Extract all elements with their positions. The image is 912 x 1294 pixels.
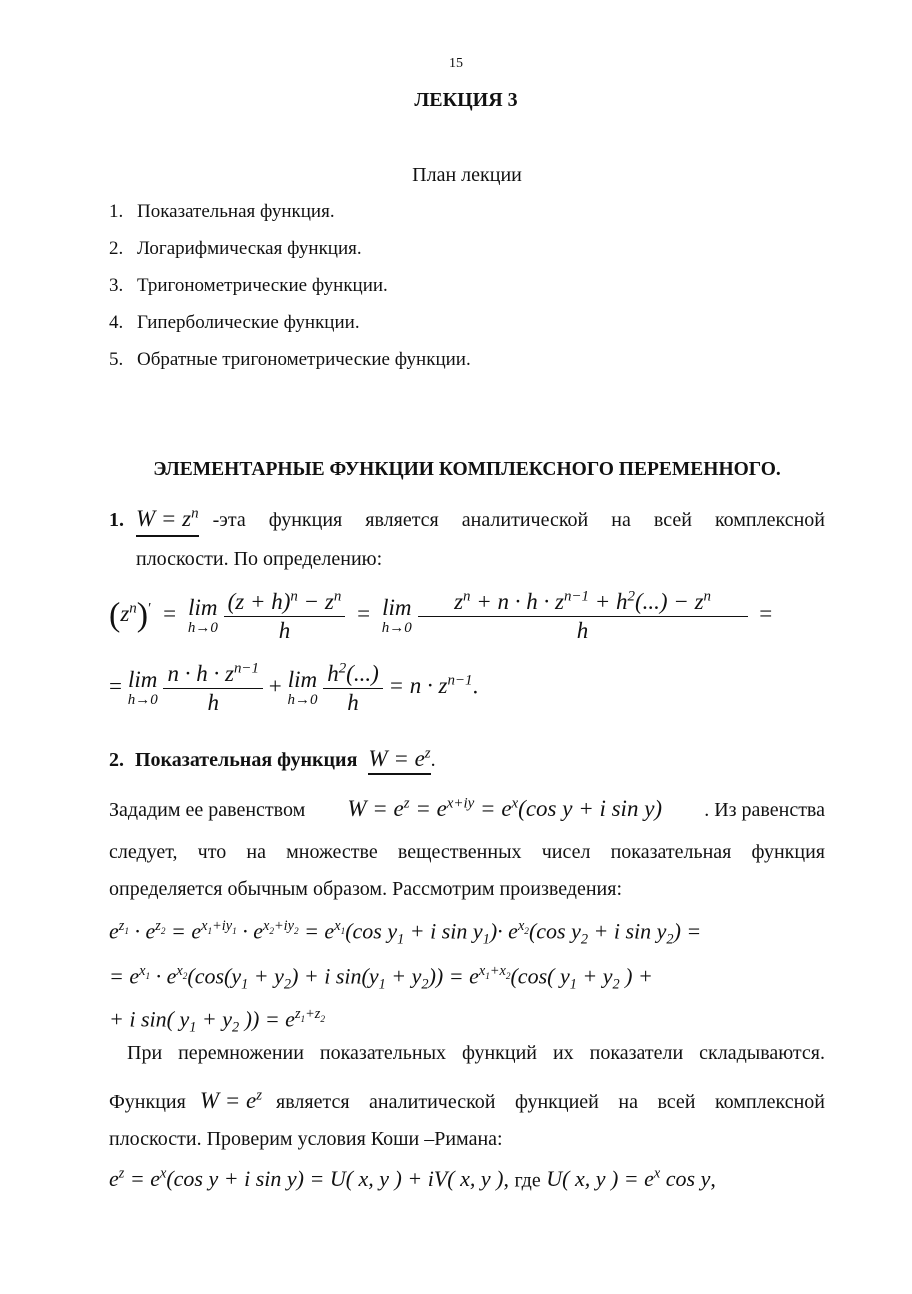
page-number: 15 (449, 56, 463, 71)
paragraph-2: следует, что на множестве вещественных чисел показательная функция (109, 841, 825, 863)
where-word: где (514, 1169, 541, 1192)
plan-item (109, 349, 471, 372)
section-heading: ЭЛЕМЕНТАРНЫЕ ФУНКЦИИ КОМПЛЕКСНОГО ПЕРЕМЕННОГО. (153, 459, 781, 480)
plan-item-text: Обратные тригонометрические функции. (137, 349, 471, 370)
p1-start: Зададим ее равенством (109, 799, 306, 821)
item1-number: 1. (109, 509, 124, 531)
plan-item (109, 238, 362, 261)
plan-item-text: Логарифмическая функция. (137, 238, 362, 259)
formula-derivative-1: $(z^n)' = \lim$ h→0 $\frac{(z + h)^n - z^n}{h}$ = lim h→0 $\frac{z^n + n \cdot h \cdot z^{n-1} + h^2(...) - z^n}{h}$ = (109, 588, 773, 643)
item2-number: 2. (109, 749, 124, 771)
plan-title: План лекции (412, 164, 522, 186)
item1-continuation: плоскости. По определению: (136, 548, 383, 570)
paragraph-5 (109, 1087, 825, 1115)
formula-w-ez-inline: $W = e^z$ (199, 1087, 263, 1113)
p1-end: . Из равенства (704, 799, 825, 821)
plan-item (109, 312, 360, 335)
item2-label: Показательная функция (135, 749, 358, 771)
paragraph-1 (109, 795, 825, 823)
plan-item-text: Гиперболические функции. (137, 312, 360, 333)
paragraph-6: плоскости. Проверим условия Коши –Римана: (109, 1128, 503, 1150)
lecture-title: ЛЕКЦИЯ 3 (414, 89, 518, 111)
paragraph-4: При перемножении показательных функций их показатели складываются. (127, 1042, 825, 1064)
p5-start: Функция (109, 1091, 186, 1113)
plan-item-text: Показательная функция. (137, 201, 335, 222)
plan-item-number: 5. (109, 349, 124, 370)
plan-item-number: 3. (109, 275, 124, 296)
item1-text: -эта функция является аналитической на всей комплексной (212, 509, 825, 531)
formula-derivative-2: = lim h→0 $\frac{n \cdot h \cdot z^{n-1}}{h}$ + lim h→0 $\frac{h^2(...)}{h}$ = $n \cdot z^{n-1}$. (109, 660, 479, 715)
formula-euler: $W = e^z = e^{x+iy} = e^x(\cos$ y + i sin y) (347, 795, 663, 821)
paragraph-3: определяется обычным образом. Рассмотрим произведения: (109, 878, 623, 900)
plan-item-number: 1. (109, 201, 124, 222)
plan-item (109, 201, 335, 224)
formula-product-3: + i sin( $y_1 + y_2$ )) = $e^{z_1+z_2}$ (109, 1006, 326, 1036)
formula-w-zn: $W = z^n$ (136, 505, 199, 537)
plan-item-number: 4. (109, 312, 124, 333)
formula-cauchy-riemann: $e^z = e^x(\cos$ y + i sin y) = U( x, y ) + iV( x, y ), где U( x, y ) = $e^x$ cos y, (109, 1166, 716, 1192)
formula-w-ez: $W = e^z$ (368, 746, 430, 775)
formula-product-1: $e^{z_1} \cdot e^{z_2} = e^{x_1+iy_1} \cdot e^{x_2+iy_2} = e^{x_1}(\cos$ $y_1 + i$ $\sin y_1)\cdot e^{x_2}(\cos$ $y_2 + i$ $\sin y_2$) = (109, 918, 702, 948)
item2-heading: 2. Показательная функция $W = e^z$. (109, 745, 436, 773)
plan-item-number: 2. (109, 238, 124, 259)
plan-item (109, 275, 388, 298)
plan-item-text: Тригонометрические функции. (137, 275, 388, 296)
formula-product-2: = $e^{x_1} \cdot e^{x_2}(\cos(y_1 + y_2) + i$ $\sin(y_1 + y_2)) = e^{x_1+x_2}(\cos$( $y_1 + y_2$ ) + (109, 963, 653, 993)
item1-line (109, 505, 825, 537)
p5-end: является аналитической функцией на всей комплексной (276, 1091, 825, 1113)
